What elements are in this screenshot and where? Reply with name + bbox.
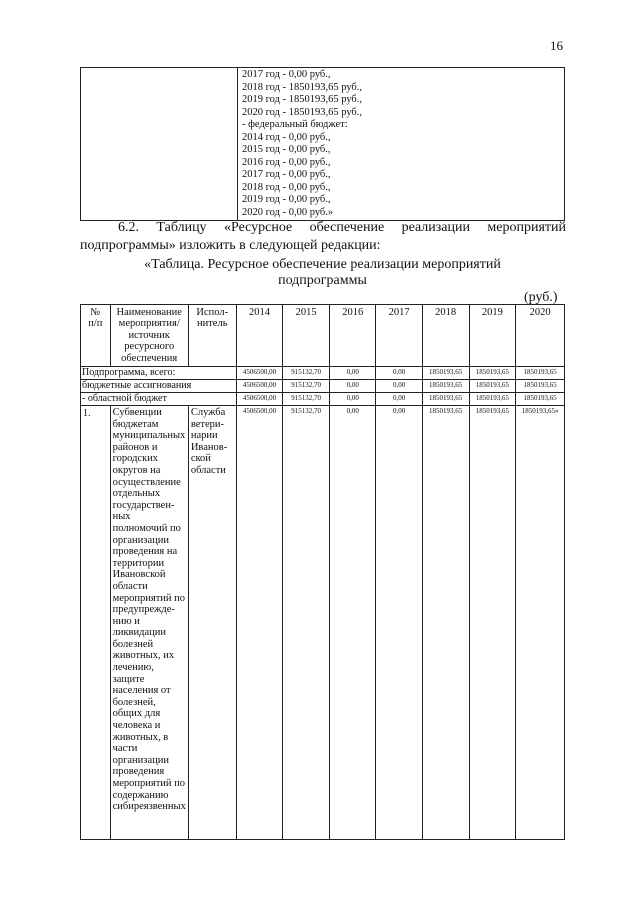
funding-line: 2019 год - 0,00 руб., (242, 194, 331, 205)
funding-line: - федеральный бюджет: (242, 119, 348, 130)
table-header-row (81, 305, 565, 367)
item-value: 0,00 (329, 406, 375, 840)
item-name: Субвенции бюджетам муниципальных районов и городских округов на осуществление отдельных государствен- ных полномочий по организации проведения на территории Ивановской области мероприятий по предупрежде- нию и ликвидации болезней животных, их лечению, защите населения от болезней, общих для человека и животных, в части организации проведения мероприятий по содержанию сибиреязвенных (110, 406, 188, 840)
row-value: 0,00 (329, 367, 375, 380)
row-value: 0,00 (376, 393, 422, 406)
item-value: 4506500,00 (236, 406, 283, 840)
item-value: 1850193,65 (422, 406, 469, 840)
row-label: Подпрограмма, всего: (81, 367, 237, 380)
header-year: 2019 (469, 305, 516, 367)
resource-table (80, 304, 565, 840)
amendment-paragraph-line-1: 6.2. Таблицу «Ресурсное обеспечение реализации мероприятий (118, 220, 566, 235)
funding-line: 2015 год - 0,00 руб., (242, 144, 331, 155)
continuation-empty-cell (81, 68, 238, 221)
header-executor: Испол- нитель (188, 305, 236, 367)
continuation-table (80, 67, 565, 221)
table-row-regional (81, 393, 565, 406)
row-value: 0,00 (329, 380, 375, 393)
row-value: 1850193,65 (516, 393, 565, 406)
header-year: 2018 (422, 305, 469, 367)
header-year: 2020 (516, 305, 565, 367)
header-year: 2015 (283, 305, 330, 367)
row-value: 1850193,65 (422, 367, 469, 380)
funding-line: 2020 год - 0,00 руб.» (242, 206, 334, 218)
item-value: 915132,70 (283, 406, 330, 840)
funding-line: 2019 год - 1850193,65 руб., (242, 94, 363, 105)
row-label: бюджетные ассигнования (81, 380, 237, 393)
funding-line: 2018 год - 0,00 руб., (242, 181, 331, 193)
item-executor: Служба ветери- нарии Иванов- ской области (188, 406, 236, 840)
row-value: 1850193,65 (469, 380, 516, 393)
row-value: 1850193,65 (422, 380, 469, 393)
row-value: 0,00 (376, 380, 422, 393)
row-value: 4506500,00 (236, 367, 283, 380)
row-value: 1850193,65 (516, 367, 565, 380)
item-value: 1850193,65 (469, 406, 516, 840)
item-value: 1850193,65» (516, 406, 565, 840)
header-year: 2017 (376, 305, 422, 367)
row-value: 915132,70 (283, 380, 330, 393)
funding-line: 2017 год - 0,00 руб., (242, 169, 331, 180)
funding-line: 2016 год - 0,00 руб., (242, 156, 331, 168)
currency-unit: (руб.) (524, 290, 558, 305)
table-row-total (81, 367, 565, 380)
funding-line: 2018 год - 1850193,65 руб., (242, 81, 363, 93)
funding-line: 2014 год - 0,00 руб., (242, 131, 331, 143)
row-value: 1850193,65 (422, 393, 469, 406)
row-value: 1850193,65 (469, 393, 516, 406)
funding-line: 2017 год - 0,00 руб., (242, 69, 331, 80)
header-num: № п/п (81, 305, 111, 367)
row-value: 0,00 (376, 367, 422, 380)
continuation-funding-cell (238, 68, 565, 221)
row-value: 1850193,65 (469, 367, 516, 380)
row-value: 915132,70 (283, 367, 330, 380)
header-name: Наименование мероприятия/ источник ресурсного обеспечения (110, 305, 188, 367)
row-value: 1850193,65 (516, 380, 565, 393)
table-title-line-1: «Таблица. Ресурсное обеспечение реализации мероприятий (144, 257, 501, 272)
table-row-item-1 (81, 406, 565, 840)
funding-line: 2020 год - 1850193,65 руб., (242, 106, 363, 118)
table-row-budget (81, 380, 565, 393)
row-value: 4506500,00 (236, 380, 283, 393)
header-year: 2014 (236, 305, 283, 367)
table-title-line-2: подпрограммы (278, 273, 367, 288)
item-number: 1. (81, 406, 111, 840)
row-value: 0,00 (329, 393, 375, 406)
row-value: 915132,70 (283, 393, 330, 406)
row-value: 4506500,00 (236, 393, 283, 406)
page-number: 16 (550, 38, 563, 53)
amendment-paragraph-line-2: подпрограммы» изложить в следующей редакции: (80, 238, 381, 253)
item-value: 0,00 (376, 406, 422, 840)
row-label: - областной бюджет (81, 393, 237, 406)
header-year: 2016 (329, 305, 375, 367)
